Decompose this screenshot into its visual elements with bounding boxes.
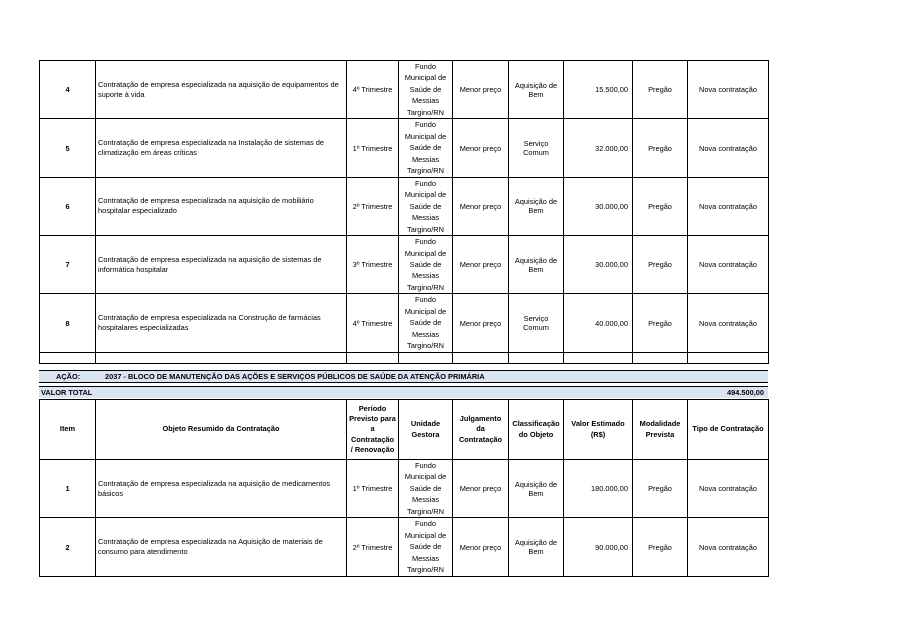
cell-unidade-line: Targino/RN bbox=[407, 166, 444, 176]
cell-unidade-line: Municipal de bbox=[404, 306, 447, 316]
header-objeto: Objeto Resumido da Contratação bbox=[96, 400, 347, 460]
cell-unidade-line: Targino/RN bbox=[407, 282, 444, 292]
table-row bbox=[40, 61, 769, 119]
header-julgamento-line: Contratação bbox=[458, 434, 503, 444]
cell-classificacao-line: Serviço bbox=[523, 139, 549, 149]
cell-classificacao bbox=[509, 294, 564, 352]
cell-classificacao-line: Aquisição de bbox=[514, 255, 558, 265]
cell-unidade-line: Municipal de bbox=[404, 131, 447, 141]
cell-unidade bbox=[399, 236, 453, 294]
cell-periodo: 1º Trimestre bbox=[347, 119, 399, 177]
header-julgamento-line: Julgamento bbox=[459, 413, 502, 423]
empty-cell bbox=[96, 352, 347, 363]
header-valor-line: Valor Estimado bbox=[571, 419, 625, 429]
header-periodo bbox=[347, 400, 399, 460]
cell-periodo: 2º Trimestre bbox=[347, 518, 399, 576]
cell-objeto: Contratação de empresa especializada na aquisição de equipamentos de suporte à vida bbox=[96, 61, 347, 119]
cell-unidade-line: Municipal de bbox=[404, 472, 447, 482]
header-classificacao-line: do Objeto bbox=[518, 429, 554, 439]
cell-tipo: Nova contratação bbox=[688, 177, 769, 235]
cell-modalidade: Pregão bbox=[633, 518, 688, 576]
table-row bbox=[40, 119, 769, 177]
cell-objeto: Contratação de empresa especializada na aquisição de medicamentos básicos bbox=[96, 460, 347, 518]
cell-classificacao-line: Bem bbox=[528, 206, 544, 216]
cell-unidade bbox=[399, 61, 453, 119]
empty-cell bbox=[509, 352, 564, 363]
empty-cell bbox=[347, 352, 399, 363]
cell-unidade-line: Targino/RN bbox=[407, 565, 444, 575]
cell-unidade-line: Saúde de bbox=[409, 143, 442, 153]
cell-classificacao-line: Aquisição de bbox=[514, 538, 558, 548]
cell-unidade-line: Targino/RN bbox=[407, 506, 444, 516]
cell-valor: 90.000,00 bbox=[564, 518, 633, 576]
cell-item: 7 bbox=[40, 236, 96, 294]
empty-cell bbox=[399, 352, 453, 363]
cell-valor: 15.500,00 bbox=[564, 61, 633, 119]
cell-unidade bbox=[399, 518, 453, 576]
header-julgamento-line: da bbox=[476, 424, 485, 434]
cell-unidade-line: Messias bbox=[411, 553, 440, 563]
cell-objeto: Contratação de empresa especializada na Construção de farmácias hospitalares especializadas bbox=[96, 294, 347, 352]
cell-unidade-line: Messias bbox=[411, 154, 440, 164]
header-periodo-line: a Contratação bbox=[350, 424, 395, 444]
cell-item: 2 bbox=[40, 518, 96, 576]
cell-julgamento: Menor preço bbox=[453, 294, 509, 352]
cell-unidade-line: Fundo bbox=[415, 120, 436, 130]
cell-classificacao-line: Comum bbox=[523, 148, 549, 158]
cell-classificacao bbox=[509, 236, 564, 294]
cell-unidade-line: Messias bbox=[411, 495, 440, 505]
cell-classificacao bbox=[509, 119, 564, 177]
cell-julgamento: Menor preço bbox=[453, 518, 509, 576]
cell-objeto: Contratação de empresa especializada na aquisição de mobiliário hospitalar especializado bbox=[96, 177, 347, 235]
cell-item: 5 bbox=[40, 119, 96, 177]
cell-valor: 30.000,00 bbox=[564, 177, 633, 235]
cell-classificacao bbox=[509, 61, 564, 119]
cell-tipo: Nova contratação bbox=[688, 61, 769, 119]
cell-unidade bbox=[399, 460, 453, 518]
cell-unidade-line: Messias bbox=[411, 96, 440, 106]
cell-valor: 40.000,00 bbox=[564, 294, 633, 352]
header-unidade-line: Unidade bbox=[410, 419, 441, 429]
cell-unidade-line: Saúde de bbox=[409, 542, 442, 552]
cell-periodo: 3º Trimestre bbox=[347, 236, 399, 294]
cell-tipo: Nova contratação bbox=[688, 236, 769, 294]
cell-valor: 180.000,00 bbox=[564, 460, 633, 518]
header-unidade-line: Gestora bbox=[411, 429, 440, 439]
cell-tipo: Nova contratação bbox=[688, 518, 769, 576]
contracts-table bbox=[39, 399, 769, 577]
valor-total-value: 494.500,00 bbox=[727, 388, 764, 397]
cell-modalidade: Pregão bbox=[633, 460, 688, 518]
table-header-row bbox=[40, 400, 769, 460]
valor-total-label: VALOR TOTAL bbox=[41, 388, 93, 397]
header-unidade bbox=[399, 400, 453, 460]
table-row-empty bbox=[40, 352, 769, 363]
cell-modalidade: Pregão bbox=[633, 294, 688, 352]
cell-unidade-line: Municipal de bbox=[404, 73, 447, 83]
cell-unidade-line: Messias bbox=[411, 329, 440, 339]
cell-classificacao-line: Bem bbox=[528, 89, 544, 99]
cell-unidade-line: Fundo bbox=[415, 237, 436, 247]
cell-julgamento: Menor preço bbox=[453, 460, 509, 518]
empty-cell bbox=[688, 352, 769, 363]
cell-periodo: 4º Trimestre bbox=[347, 294, 399, 352]
cell-periodo: 1º Trimestre bbox=[347, 460, 399, 518]
cell-objeto: Contratação de empresa especializada na Aquisição de materiais de consumo para atendimento bbox=[96, 518, 347, 576]
table-row bbox=[40, 460, 769, 518]
contracts-table-continued bbox=[39, 60, 769, 364]
cell-unidade-line: Municipal de bbox=[404, 190, 447, 200]
cell-unidade-line: Saúde de bbox=[409, 201, 442, 211]
cell-periodo: 4º Trimestre bbox=[347, 61, 399, 119]
cell-unidade-line: Messias bbox=[411, 271, 440, 281]
cell-unidade-line: Fundo bbox=[415, 178, 436, 188]
cell-unidade-line: Saúde de bbox=[409, 84, 442, 94]
header-classificacao-line: Classificação bbox=[512, 419, 560, 429]
cell-modalidade: Pregão bbox=[633, 177, 688, 235]
cell-julgamento: Menor preço bbox=[453, 61, 509, 119]
cell-julgamento: Menor preço bbox=[453, 119, 509, 177]
header-periodo-line: / Renovação bbox=[350, 445, 395, 455]
table-row bbox=[40, 518, 769, 576]
cell-unidade bbox=[399, 294, 453, 352]
cell-unidade-line: Saúde de bbox=[409, 318, 442, 328]
acao-bar bbox=[39, 370, 768, 383]
cell-unidade bbox=[399, 177, 453, 235]
header-periodo-line: Período bbox=[358, 403, 387, 413]
empty-cell bbox=[40, 352, 96, 363]
cell-modalidade: Pregão bbox=[633, 61, 688, 119]
header-modalidade-line: Modalidade bbox=[639, 419, 681, 429]
cell-unidade-line: Targino/RN bbox=[407, 107, 444, 117]
header-julgamento bbox=[453, 400, 509, 460]
cell-julgamento: Menor preço bbox=[453, 236, 509, 294]
cell-item: 4 bbox=[40, 61, 96, 119]
cell-classificacao bbox=[509, 177, 564, 235]
cell-unidade bbox=[399, 119, 453, 177]
cell-modalidade: Pregão bbox=[633, 119, 688, 177]
header-modalidade bbox=[633, 400, 688, 460]
cell-item: 8 bbox=[40, 294, 96, 352]
cell-periodo: 2º Trimestre bbox=[347, 177, 399, 235]
cell-classificacao-line: Aquisição de bbox=[514, 479, 558, 489]
header-valor bbox=[564, 400, 633, 460]
cell-tipo: Nova contratação bbox=[688, 119, 769, 177]
cell-classificacao-line: Bem bbox=[528, 547, 544, 557]
cell-tipo: Nova contratação bbox=[688, 460, 769, 518]
cell-unidade-line: Fundo bbox=[415, 461, 436, 470]
header-classificacao bbox=[509, 400, 564, 460]
cell-unidade-line: Fundo bbox=[415, 295, 436, 305]
cell-modalidade: Pregão bbox=[633, 236, 688, 294]
table-row bbox=[40, 177, 769, 235]
cell-unidade-line: Municipal de bbox=[404, 248, 447, 258]
cell-unidade-line: Fundo bbox=[415, 62, 436, 71]
empty-cell bbox=[453, 352, 509, 363]
cell-classificacao bbox=[509, 518, 564, 576]
header-item: Item bbox=[40, 400, 96, 460]
cell-classificacao-line: Bem bbox=[528, 264, 544, 274]
cell-valor: 32.000,00 bbox=[564, 119, 633, 177]
cell-valor: 30.000,00 bbox=[564, 236, 633, 294]
cell-unidade-line: Saúde de bbox=[409, 483, 442, 493]
header-tipo: Tipo de Contratação bbox=[688, 400, 769, 460]
cell-classificacao-line: Comum bbox=[523, 323, 549, 333]
cell-objeto: Contratação de empresa especializada na aquisição de sistemas de informática hospitalar bbox=[96, 236, 347, 294]
acao-text: 2037 - BLOCO DE MANUTENÇÃO DAS AÇÕES E SERVIÇOS PÚBLICOS DE SAÚDE DA ATENÇÃO PRIMÁRIA bbox=[105, 372, 485, 381]
cell-classificacao-line: Bem bbox=[528, 488, 544, 498]
cell-classificacao-line: Aquisição de bbox=[514, 80, 558, 90]
empty-cell bbox=[633, 352, 688, 363]
cell-item: 6 bbox=[40, 177, 96, 235]
cell-tipo: Nova contratação bbox=[688, 294, 769, 352]
cell-unidade-line: Messias bbox=[411, 213, 440, 223]
cell-unidade-line: Fundo bbox=[415, 519, 436, 529]
cell-unidade-line: Saúde de bbox=[409, 259, 442, 269]
table-row bbox=[40, 236, 769, 294]
cell-unidade-line: Targino/RN bbox=[407, 224, 444, 234]
cell-objeto: Contratação de empresa especializada na Instalação de sistemas de climatização em áreas críticas bbox=[96, 119, 347, 177]
cell-unidade-line: Targino/RN bbox=[407, 341, 444, 351]
header-valor-line: (R$) bbox=[590, 429, 606, 439]
empty-cell bbox=[564, 352, 633, 363]
cell-unidade-line: Municipal de bbox=[404, 530, 447, 540]
header-periodo-line: Previsto para bbox=[349, 413, 396, 423]
acao-label: AÇÃO: bbox=[56, 372, 81, 381]
cell-item: 1 bbox=[40, 460, 96, 518]
cell-classificacao-line: Serviço bbox=[523, 314, 549, 324]
valor-total-bar bbox=[39, 386, 768, 398]
table-row bbox=[40, 294, 769, 352]
cell-classificacao bbox=[509, 460, 564, 518]
cell-julgamento: Menor preço bbox=[453, 177, 509, 235]
header-modalidade-line: Prevista bbox=[645, 429, 675, 439]
cell-classificacao-line: Aquisição de bbox=[514, 197, 558, 207]
